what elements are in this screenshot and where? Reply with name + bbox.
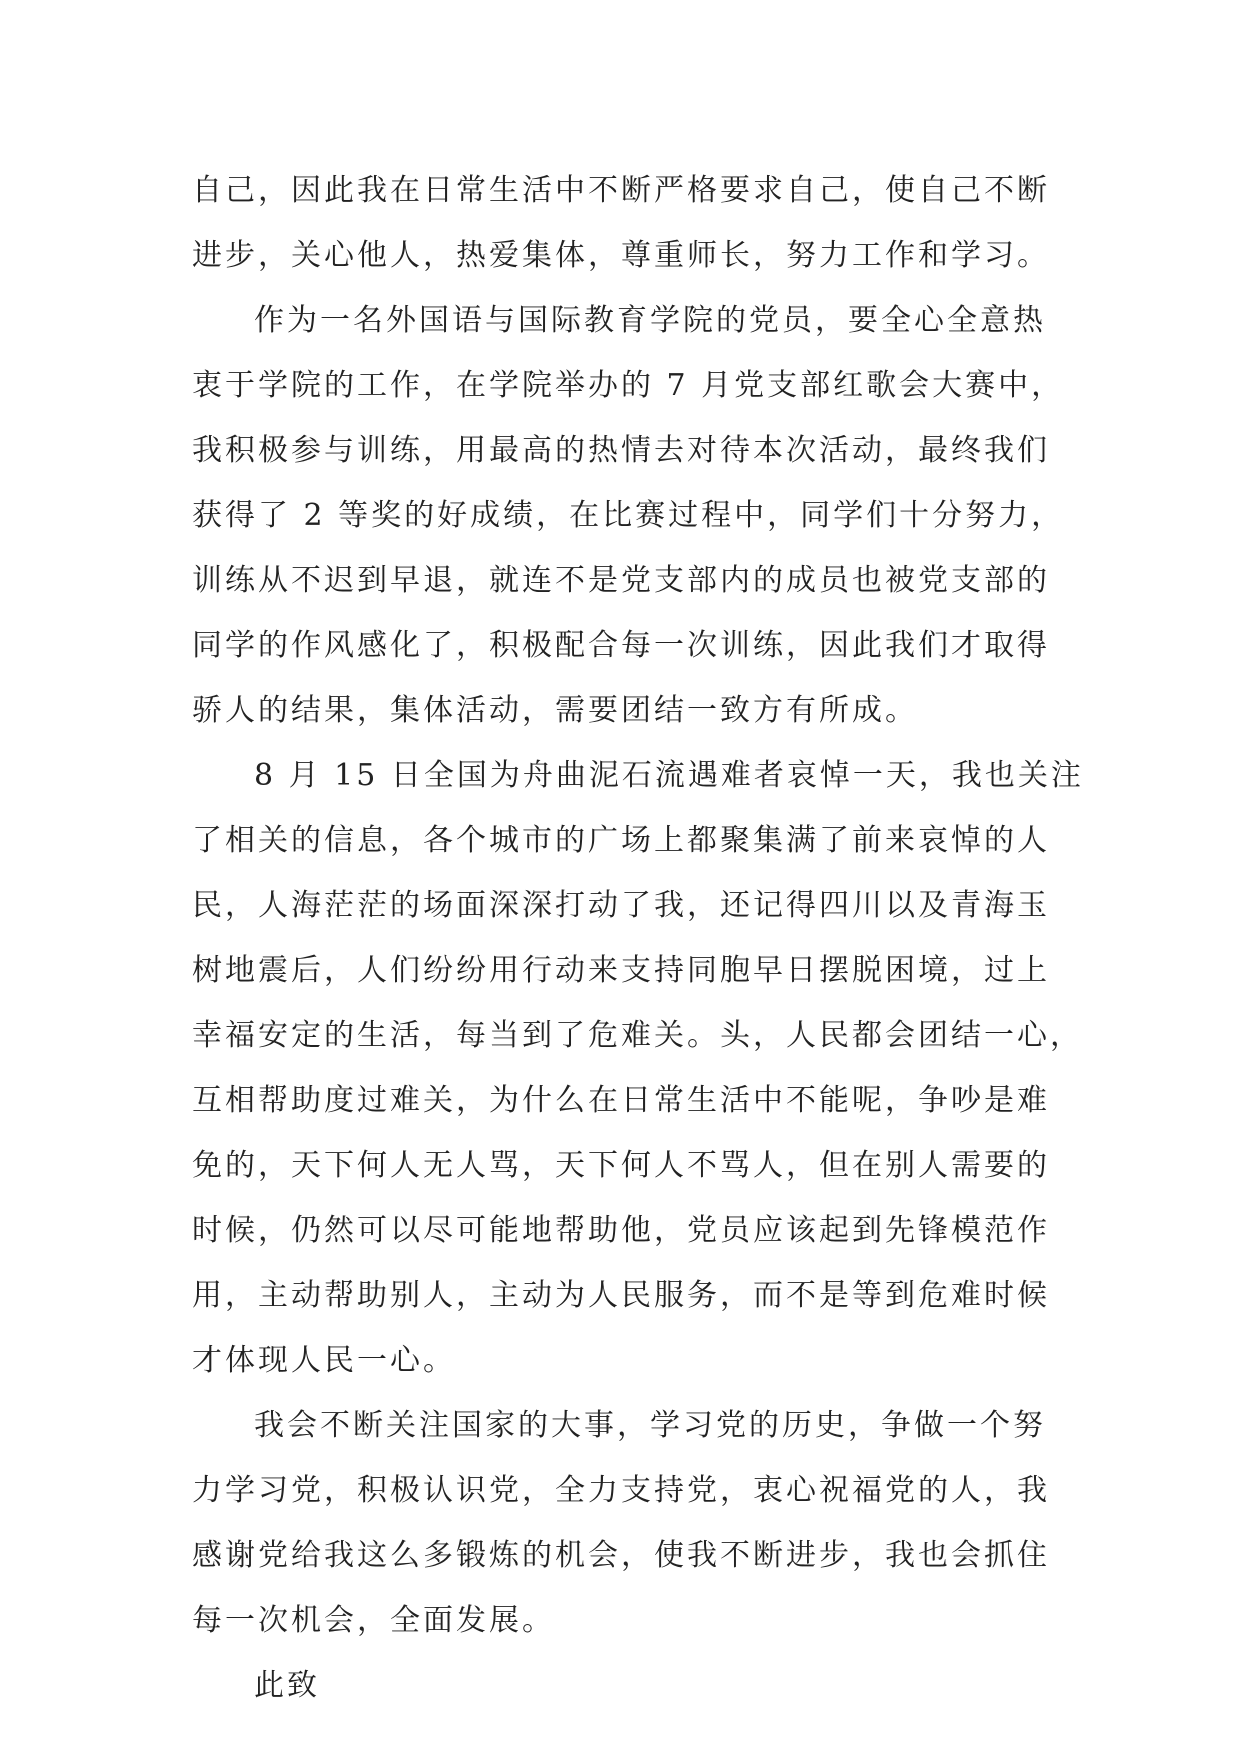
text-line: 训练从不迟到早退，就连不是党支部内的成员也被党支部的	[192, 563, 1050, 598]
closing-salutation: 此致	[254, 1668, 320, 1703]
text-line: 民，人海茫茫的场面深深打动了我，还记得四川以及青海玉	[192, 888, 1050, 923]
text-line: 8 月 15 日全国为舟曲泥石流遇难者哀悼一天，我也关注	[254, 758, 1084, 793]
text-line: 自己，因此我在日常生活中不断严格要求自己，使自己不断	[192, 173, 1050, 208]
text-line: 树地震后，人们纷纷用行动来支持同胞早日摆脱困境，过上	[192, 953, 1050, 988]
text-line: 感谢党给我这么多锻炼的机会，使我不断进步，我也会抓住	[192, 1538, 1050, 1573]
text-line: 互相帮助度过难关，为什么在日常生活中不能呢，争吵是难	[192, 1083, 1050, 1118]
text-line: 免的，天下何人无人骂，天下何人不骂人，但在别人需要的	[192, 1148, 1050, 1183]
text-line: 用，主动帮助别人，主动为人民服务，而不是等到危难时候	[192, 1278, 1050, 1313]
letter-body	[192, 158, 1084, 1718]
text-line: 每一次机会，全面发展。	[192, 1603, 555, 1638]
text-line: 我会不断关注国家的大事，学习党的历史，争做一个努	[254, 1408, 1046, 1443]
text-line: 我积极参与训练，用最高的热情去对待本次活动，最终我们	[192, 433, 1050, 468]
text-line: 作为一名外国语与国际教育学院的党员，要全心全意热	[254, 303, 1046, 338]
text-line: 进步，关心他人，热爱集体，尊重师长，努力工作和学习。	[192, 238, 1050, 273]
text-line: 才体现人民一心。	[192, 1343, 456, 1378]
text-line: 骄人的结果，集体活动，需要团结一致方有所成。	[192, 693, 918, 728]
text-line: 力学习党，积极认识党，全力支持党，衷心祝福党的人，我	[192, 1473, 1050, 1508]
text-line: 同学的作风感化了，积极配合每一次训练，因此我们才取得	[192, 628, 1050, 663]
text-line: 时候，仍然可以尽可能地帮助他，党员应该起到先锋模范作	[192, 1213, 1050, 1248]
text-line: 幸福安定的生活，每当到了危难关。头，人民都会团结一心，	[192, 1018, 1083, 1053]
text-line: 获得了 2 等奖的好成绩，在比赛过程中，同学们十分努力，	[192, 498, 1065, 533]
text-line: 衷于学院的工作，在学院举办的 7 月党支部红歌会大赛中，	[192, 368, 1065, 403]
text-line: 了相关的信息，各个城市的广场上都聚集满了前来哀悼的人	[192, 823, 1050, 858]
